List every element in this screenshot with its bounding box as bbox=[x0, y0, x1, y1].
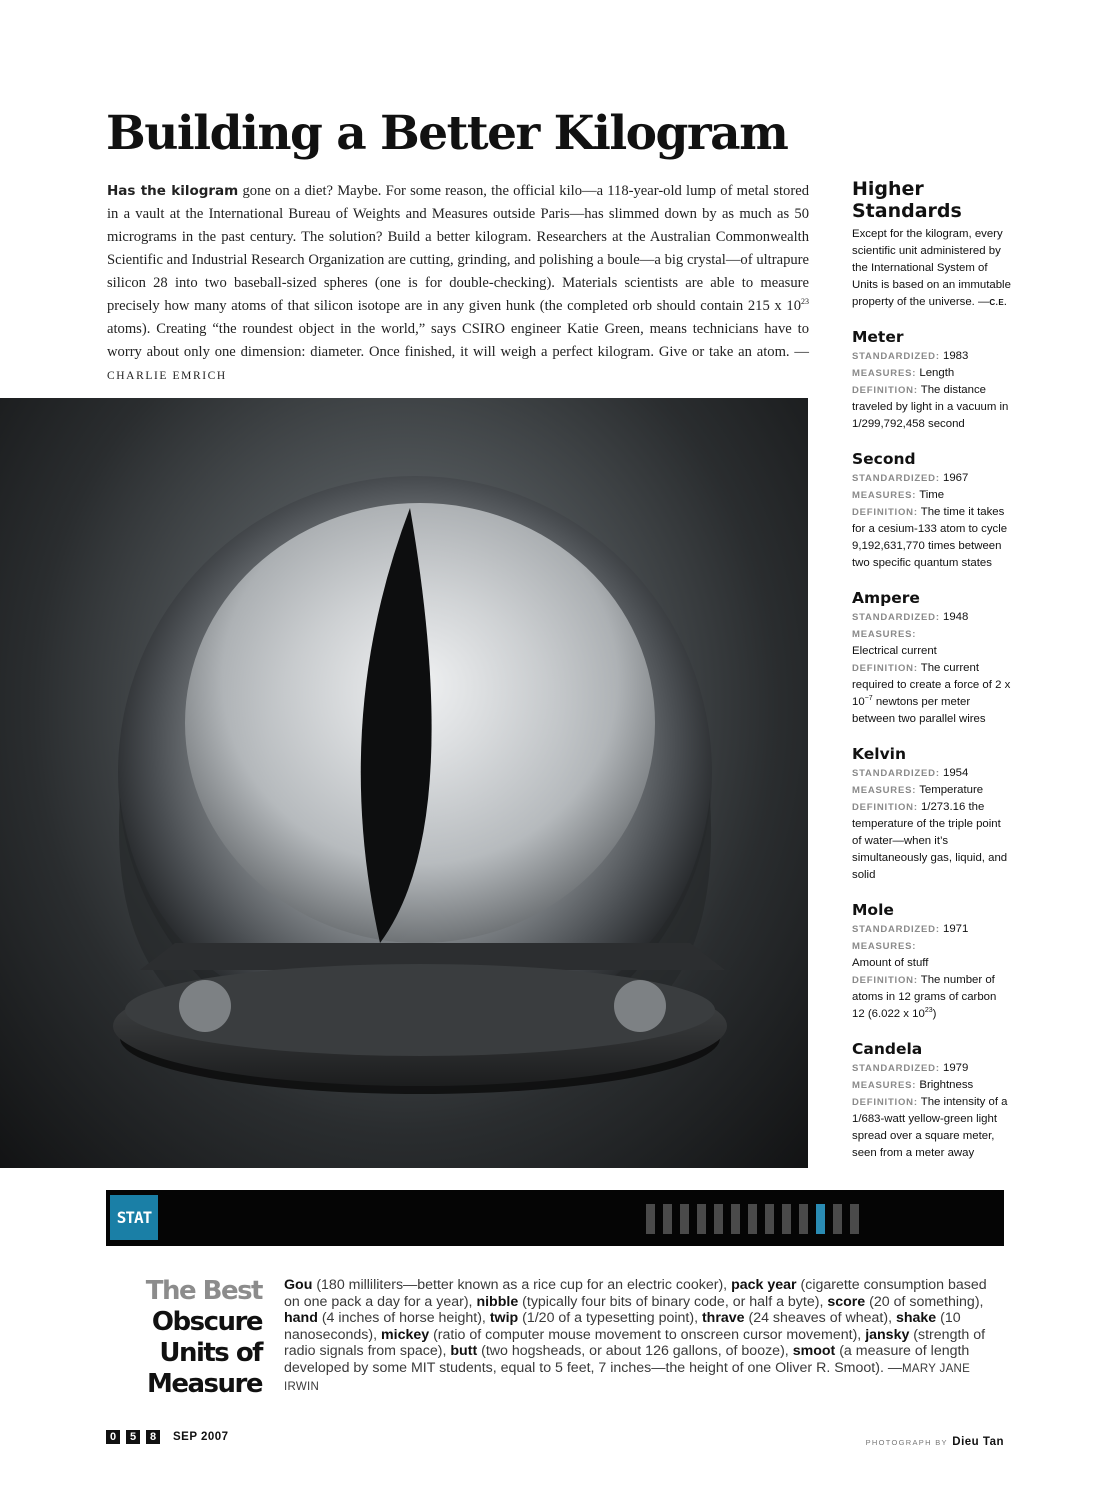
obscure-unit-term: hand bbox=[284, 1310, 318, 1327]
issue-date: SEP 2007 bbox=[173, 1431, 229, 1443]
obscure-unit-definition: (strength of radio signals from space), bbox=[284, 1326, 986, 1360]
sidebar-title bbox=[852, 178, 1012, 222]
definition-label: DEFINITION: bbox=[852, 385, 918, 396]
definition-label: DEFINITION: bbox=[852, 663, 918, 674]
definition-label: DEFINITION: bbox=[852, 1097, 918, 1108]
obscure-unit-definition: (typically four bits of binary code, or half a byte), bbox=[518, 1293, 828, 1310]
obscure-unit-term: Gou bbox=[284, 1277, 313, 1293]
stat-bar-tick bbox=[833, 1204, 842, 1234]
standardized-value: 1971 bbox=[942, 923, 969, 935]
measures-value: Amount of stuff bbox=[852, 957, 929, 969]
unit-name: Second bbox=[852, 450, 916, 468]
stat-bar-tick bbox=[816, 1204, 825, 1234]
measures-value: Time bbox=[919, 489, 945, 501]
obscure-unit-definition: (24 sheaves of wheat), bbox=[744, 1310, 896, 1327]
page-digit: 0 bbox=[106, 1430, 120, 1444]
stat-bar-tick bbox=[850, 1204, 859, 1234]
article-lead: Has the kilogram bbox=[107, 183, 239, 199]
obscure-unit-definition: (4 inches of horse height), bbox=[317, 1310, 490, 1327]
unit-candela bbox=[852, 1040, 1012, 1162]
page-folio bbox=[106, 1430, 229, 1444]
obscure-units-text bbox=[284, 1277, 1004, 1395]
measures-label: MEASURES: bbox=[852, 629, 917, 640]
obscure-title-line1: The Best bbox=[145, 1276, 262, 1306]
definition-value-b: ) bbox=[932, 1008, 937, 1020]
standardized-value: 1954 bbox=[942, 767, 969, 779]
stat-bar-tick bbox=[697, 1204, 706, 1234]
obscure-unit-definition: (20 of something), bbox=[865, 1293, 984, 1310]
stat-bar-tick bbox=[646, 1204, 655, 1234]
definition-value: The time it takes for a cesium-133 atom to cycle 9,192,631,770 times between two specific quantum states bbox=[852, 506, 1008, 569]
obscure-unit-term: score bbox=[827, 1293, 866, 1310]
article-exponent: 23 bbox=[801, 297, 809, 307]
sidebar-initials: C.E. bbox=[989, 298, 1007, 307]
stat-bar bbox=[106, 1190, 1004, 1246]
article-body-part2: atoms). Creating “the roundest object in the world,” says CSIRO engineer Katie Green, means technicians have to worry about only one dimension: diameter. Once finished, it will weigh a perfect kilogram. Give or take an atom. — bbox=[107, 321, 809, 360]
unit-name: Candela bbox=[852, 1040, 923, 1058]
definition-label: DEFINITION: bbox=[852, 802, 918, 813]
definition-value-a: The current required to create a force of 2 x 10 bbox=[852, 662, 1011, 708]
photographer-name: Dieu Tan bbox=[952, 1436, 1004, 1448]
article-body-part1: gone on a diet? Maybe. For some reason, the official kilo—a 118-year-old lump of metal stored in a vault at the International Bureau of Weights and Measures outside Paris—has slimmed down by as much as 50 micrograms in the past century. The solution? Build a better kilogram. Researchers at the Australian Commonwealth Scientific and Industrial Research Organization are cutting, grinding, and polishing a boule—a big crystal—of ultrapure silicon 28 into two baseball-sized spheres (one is for double-checking). Materials scientists are able to measure precisely how many atoms of that silicon isotope are in any given hunk (the completed orb should contain 215 x 10 bbox=[107, 183, 809, 314]
standardized-label: STANDARDIZED: bbox=[852, 473, 940, 484]
standardized-value: 1983 bbox=[942, 350, 969, 362]
measures-label: MEASURES: bbox=[852, 490, 917, 501]
photo-credit-label: PHOTOGRAPH BY bbox=[865, 1438, 948, 1447]
unit-name: Ampere bbox=[852, 589, 920, 607]
obscure-unit-term: mickey bbox=[381, 1326, 430, 1343]
obscure-title-line3: Units of bbox=[159, 1338, 262, 1368]
obscure-unit-term: jansky bbox=[865, 1326, 910, 1343]
definition-value: 1/273.16 the temperature of the triple point of water—when it’s simultaneously gas, liquid, and solid bbox=[852, 801, 1008, 881]
article-headline: Building a Better Kilogram bbox=[106, 106, 788, 161]
standardized-value: 1967 bbox=[942, 472, 969, 484]
standardized-value: 1979 bbox=[942, 1062, 969, 1074]
measures-value: Length bbox=[919, 367, 955, 379]
definition-value: The intensity of a 1/683-watt yellow-green light spread over a square meter, seen from a meter away bbox=[852, 1096, 1008, 1159]
standardized-label: STANDARDIZED: bbox=[852, 768, 940, 779]
photo-credit bbox=[800, 1432, 1004, 1450]
stat-bar-tick bbox=[680, 1204, 689, 1234]
obscure-unit-term: nibble bbox=[476, 1293, 519, 1310]
obscure-unit-term: smoot bbox=[792, 1343, 836, 1360]
standardized-value: 1948 bbox=[942, 611, 969, 623]
definition-exponent: 23 bbox=[924, 1007, 933, 1015]
article-byline: CHARLIE EMRICH bbox=[107, 370, 227, 382]
sidebar-intro-text: Except for the kilogram, every scientific unit administered by the International System of Units is based on an immutable property of the universe. — bbox=[852, 228, 1011, 308]
higher-standards-sidebar bbox=[852, 178, 1012, 1162]
obscure-unit-term: twip bbox=[489, 1310, 519, 1327]
stat-bar-tick bbox=[799, 1204, 808, 1234]
sidebar-title-line2: Standards bbox=[852, 200, 962, 222]
obscure-unit-definition: (1/20 of a typesetting point), bbox=[518, 1310, 702, 1327]
measures-label: MEASURES: bbox=[852, 785, 917, 796]
standardized-label: STANDARDIZED: bbox=[852, 351, 940, 362]
article-body bbox=[107, 180, 809, 388]
page-digit: 8 bbox=[146, 1430, 160, 1444]
obscure-title-line2: Obscure bbox=[151, 1307, 262, 1337]
standardized-label: STANDARDIZED: bbox=[852, 612, 940, 623]
definition-value: The distance traveled by light in a vacuum in 1/299,792,458 second bbox=[852, 384, 1009, 430]
obscure-unit-definition: (a measure of length developed by some MIT students, equal to 5 feet, 7 inches—the height of one Oliver R. Smoot). — bbox=[284, 1343, 970, 1376]
stat-bar-tick bbox=[782, 1204, 791, 1234]
unit-ampere bbox=[852, 589, 1012, 728]
measures-value: Electrical current bbox=[852, 645, 937, 657]
sidebar-intro bbox=[852, 226, 1012, 311]
obscure-units-title bbox=[110, 1276, 262, 1400]
obscure-unit-term: shake bbox=[895, 1310, 937, 1327]
obscure-byline: MARY JANE IRWIN bbox=[284, 1362, 971, 1393]
obscure-unit-definition: (10 nanoseconds), bbox=[284, 1310, 961, 1343]
obscure-unit-definition: (two hogsheads, or about 126 gallons, of booze), bbox=[477, 1343, 793, 1360]
obscure-unit-term: pack year bbox=[731, 1277, 797, 1293]
obscure-unit-term: thrave bbox=[701, 1310, 745, 1327]
standardized-label: STANDARDIZED: bbox=[852, 1063, 940, 1074]
unit-mole bbox=[852, 901, 1012, 1023]
unit-name: Meter bbox=[852, 328, 904, 346]
unit-name: Mole bbox=[852, 901, 894, 919]
unit-meter bbox=[852, 328, 1012, 433]
definition-value-a: The number of atoms in 12 grams of carbon 12 (6.022 x 10 bbox=[852, 974, 997, 1020]
measures-label: MEASURES: bbox=[852, 1080, 917, 1091]
unit-name: Kelvin bbox=[852, 745, 907, 763]
stat-logo: STAT bbox=[110, 1195, 158, 1240]
unit-kelvin bbox=[852, 745, 1012, 884]
obscure-unit-definition: (180 milliliters—better known as a rice cup for an electric cooker), bbox=[312, 1277, 732, 1293]
standardized-label: STANDARDIZED: bbox=[852, 924, 940, 935]
stat-bar-tick bbox=[748, 1204, 757, 1234]
stat-bar-tick bbox=[714, 1204, 723, 1234]
stat-bar-tick bbox=[765, 1204, 774, 1234]
stat-bar-ticks bbox=[646, 1204, 859, 1234]
sphere-illustration bbox=[0, 398, 808, 1168]
obscure-unit-definition: (ratio of computer mouse movement to onscreen cursor movement), bbox=[429, 1326, 866, 1343]
measures-label: MEASURES: bbox=[852, 368, 917, 379]
page-digit: 5 bbox=[126, 1430, 140, 1444]
obscure-unit-definition: (cigarette consumption based on one pack a day for a year), bbox=[284, 1277, 987, 1310]
definition-exponent: −7 bbox=[864, 695, 873, 703]
measures-value: Temperature bbox=[919, 784, 984, 796]
definition-label: DEFINITION: bbox=[852, 507, 918, 518]
stat-bar-tick bbox=[663, 1204, 672, 1234]
sphere-photo bbox=[0, 398, 808, 1168]
stat-bar-tick bbox=[731, 1204, 740, 1234]
obscure-title-line4: Measure bbox=[147, 1369, 262, 1399]
measures-value: Brightness bbox=[919, 1079, 974, 1091]
obscure-unit-term: butt bbox=[450, 1343, 478, 1360]
measures-label: MEASURES: bbox=[852, 941, 917, 952]
unit-second bbox=[852, 450, 1012, 572]
definition-value-b: newtons per meter between two parallel wires bbox=[852, 696, 986, 725]
sidebar-title-line1: Higher bbox=[852, 178, 924, 200]
definition-label: DEFINITION: bbox=[852, 975, 918, 986]
